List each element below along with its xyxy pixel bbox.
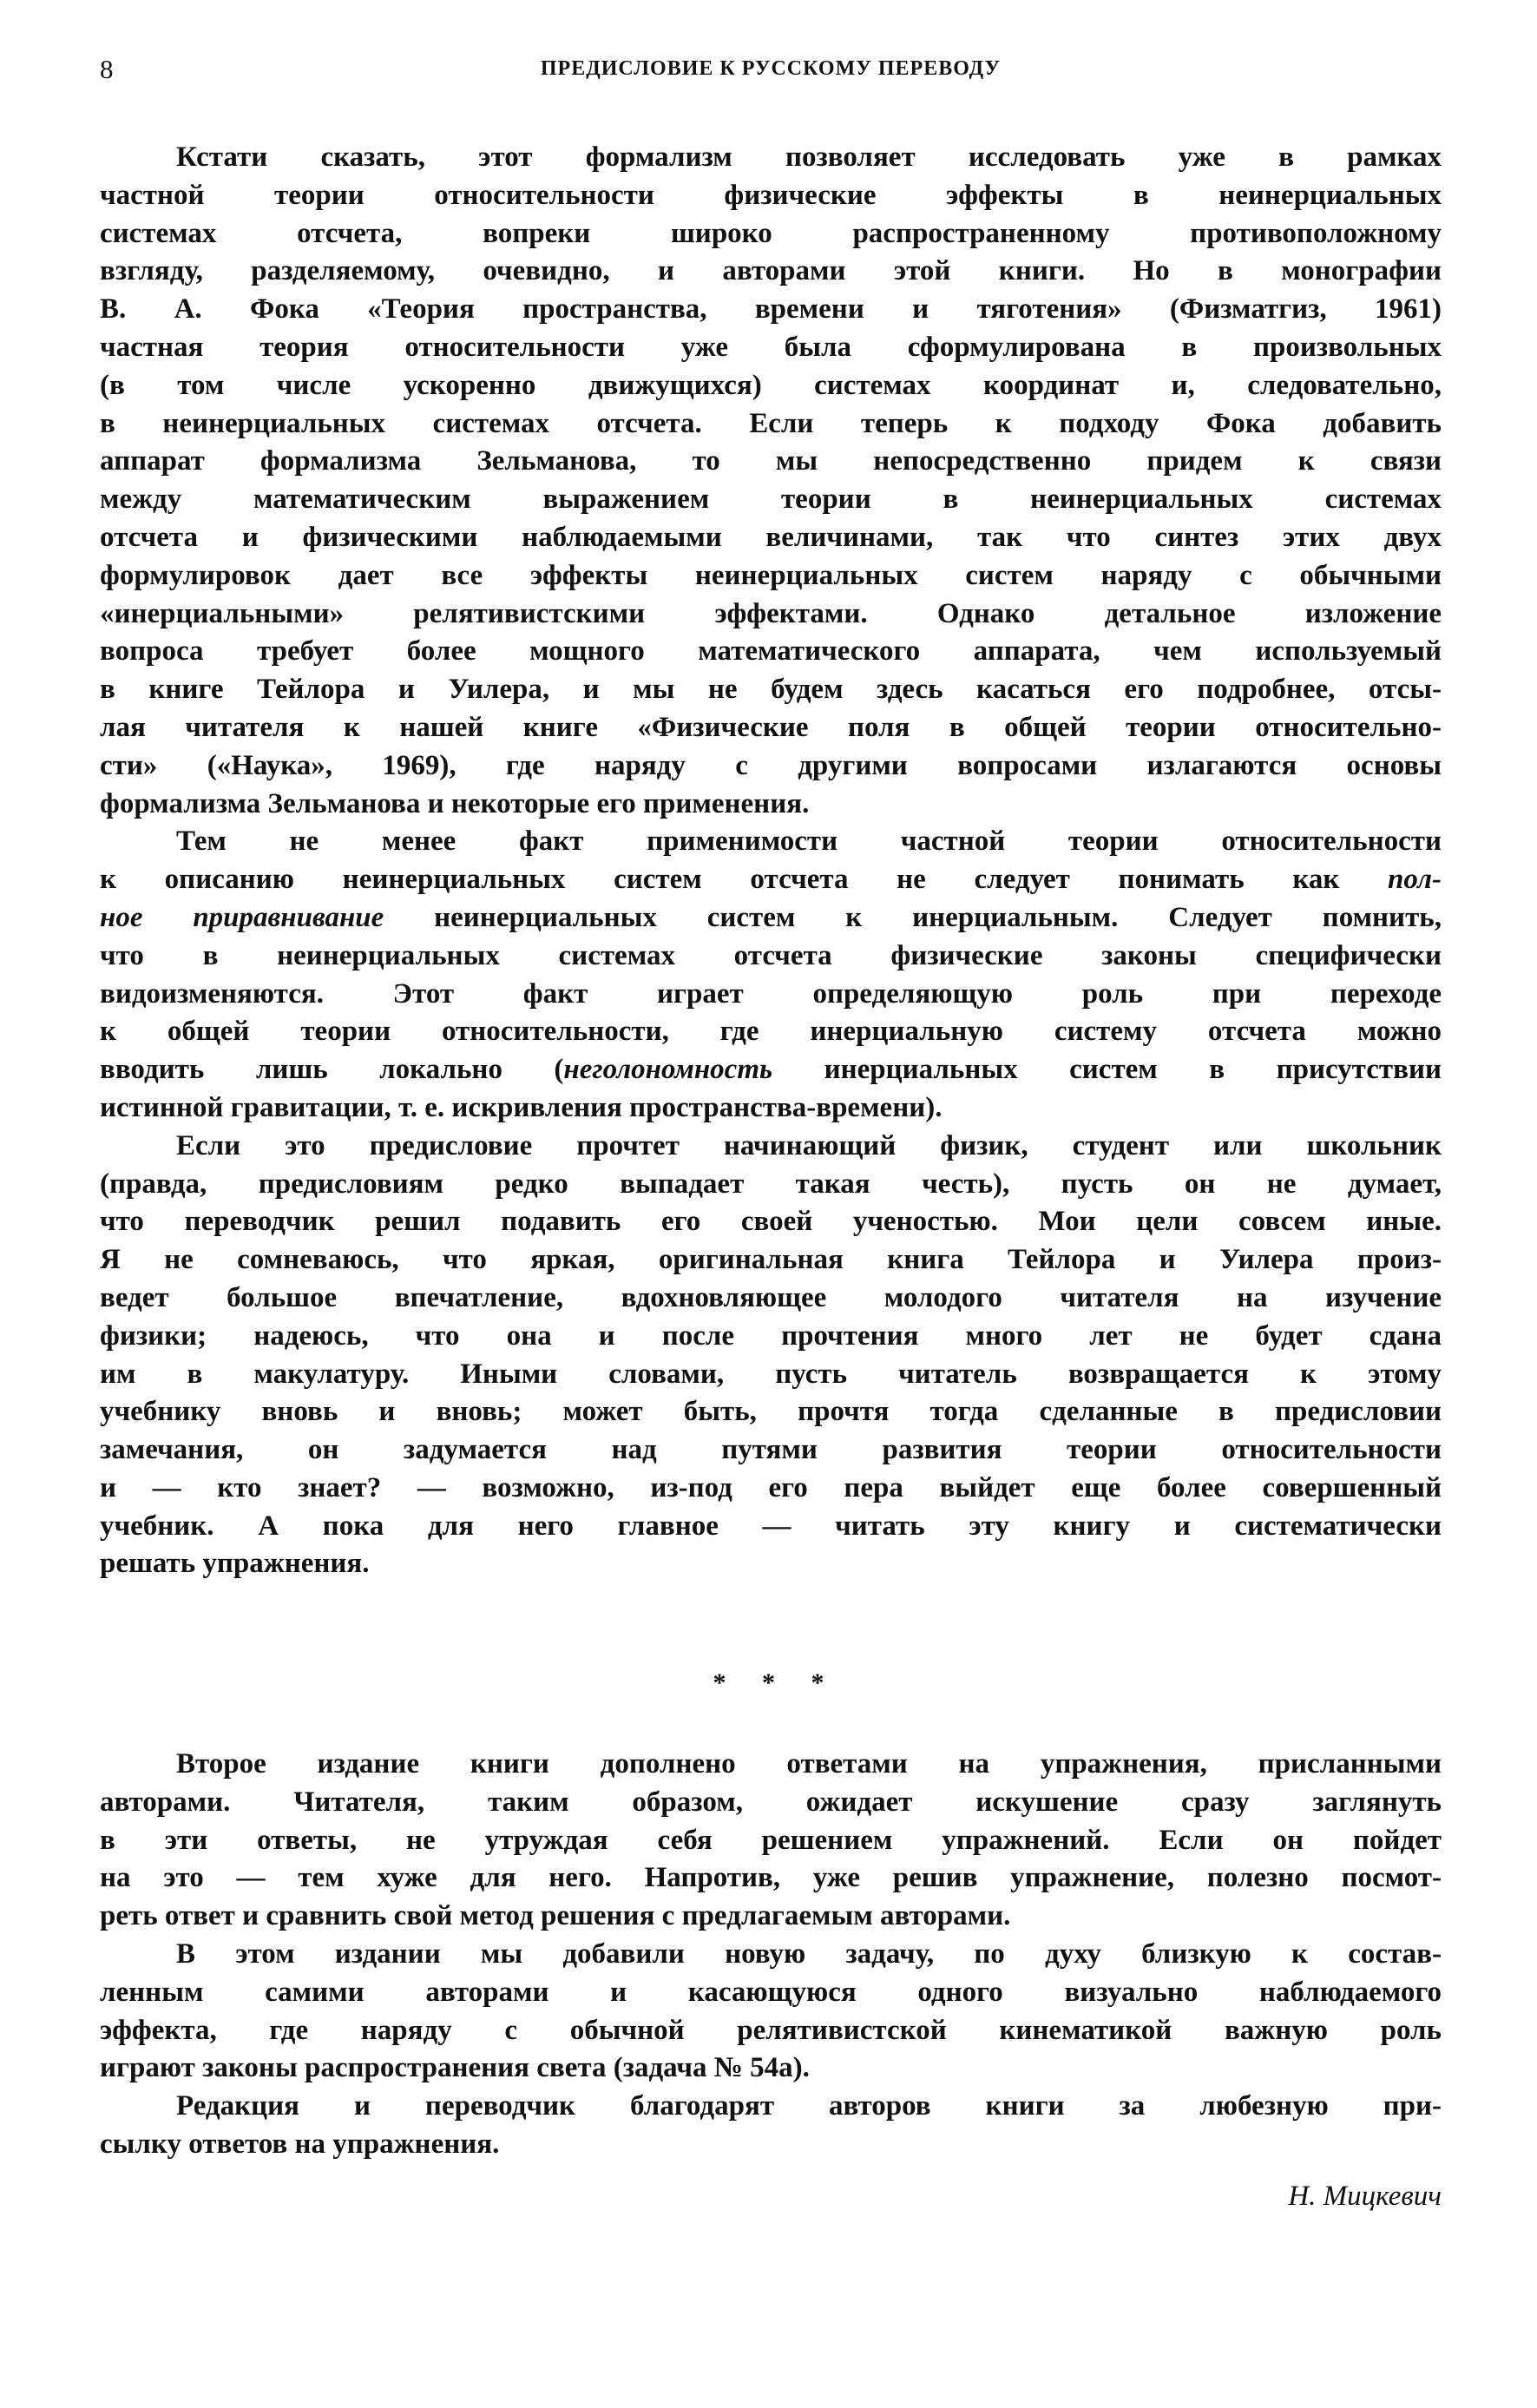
text-line: решать упражнения. — [100, 1548, 370, 1580]
text-segment: неинерциальных систем к инерциальным. Следует помнить, — [384, 901, 1442, 933]
text-line: учебник. А пока для него главное — читать эту книгу и систематически — [100, 1510, 1442, 1542]
text-line: взгляду, разделяемому, очевидно, и авторами этой книги. Но в монографии — [100, 255, 1442, 287]
text-line: системах отсчета, вопреки широко распространенному противоположному — [100, 217, 1442, 249]
text-line: сти» («Наука», 1969), где наряду с другими вопросами излагаются основы — [100, 749, 1442, 781]
paragraph — [100, 1746, 1442, 1936]
text-line: частной теории относительности физические эффекты в неинерциальных — [100, 179, 1442, 211]
text-line: формализма Зельманова и некоторые его применения. — [100, 787, 810, 819]
text-line: эффекта, где наряду с обычной релятивистской кинематикой важную роль — [100, 2014, 1442, 2046]
text-line: Кстати сказать, этот формализм позволяет исследовать уже в рамках — [176, 141, 1442, 173]
text-line: на это — тем хуже для него. Напротив, уже решив упражнение, полезно посмот- — [100, 1862, 1442, 1894]
text-line: В. А. Фока «Теория пространства, времени и тяготения» (Физматгиз, 1961) — [100, 293, 1442, 326]
section-main-text — [100, 139, 1442, 1583]
text-line — [100, 861, 1442, 899]
text-line: в эти ответы, не утруждая себя решением упражнений. Если он пойдет — [100, 1824, 1442, 1856]
paragraph — [100, 139, 1442, 823]
text-line: что в неинерциальных системах отсчета физические законы специфически — [100, 939, 1442, 971]
text-line: ленным самими авторами и касающуюся одного визуально наблюдаемого — [100, 1976, 1442, 2008]
text-line: между математическим выражением теории в неинерциальных системах — [100, 484, 1442, 516]
text-line: Если это предисловие прочтет начинающий физик, студент или школьник — [176, 1129, 1442, 1161]
section-second-edition-note — [100, 1746, 1442, 2164]
text-line — [100, 1051, 1442, 1089]
paragraph — [100, 823, 1442, 1127]
text-line: отсчета и физическими наблюдаемыми величинами, так что синтез этих двух — [100, 521, 1442, 553]
running-title: ПРЕДИСЛОВИЕ К РУССКОМУ ПЕРЕВОДУ — [540, 57, 1002, 80]
text-line: реть ответ и сравнить свой метод решения с предлагаемым авторами. — [100, 1900, 1011, 1932]
paragraph — [100, 1936, 1442, 2088]
text-line: учебнику вновь и вновь; может быть, прочтя тогда сделанные в предисловии — [100, 1396, 1442, 1428]
text-segment: вводить лишь локально ( — [100, 1054, 564, 1086]
text-line: Тем не менее факт применимости частной теории относительности — [176, 826, 1442, 858]
text-line: сылку ответов на упражнения. — [100, 2128, 500, 2160]
text-line: играют законы распространения света (задача № 54а). — [100, 2052, 810, 2084]
text-line: физики; надеюсь, что она и после прочтения много лет не будет сдана — [100, 1319, 1442, 1352]
text-segment: к описанию неинерциальных систем отсчета не следует понимать как — [100, 864, 1389, 896]
text-line: Второе издание книги дополнено ответами на упражнения, присланными — [176, 1748, 1442, 1780]
text-line: частная теория относительности уже была сформулирована в произвольных — [100, 331, 1442, 363]
text-line: замечания, он задумается над путями развития теории относительности — [100, 1434, 1442, 1466]
text-line: в книге Тейлора и Уилера, и мы не будем здесь касаться его подробнее, отсы- — [100, 674, 1442, 706]
text-line: им в макулатуру. Иными словами, пусть читатель возвращается к этому — [100, 1358, 1442, 1390]
text-line: формулировок дает все эффекты неинерциальных систем наряду с обычными — [100, 559, 1442, 591]
text-line: ведет большое впечатление, вдохновляющее молодого читателя на изучение — [100, 1281, 1442, 1313]
text-line: Я не сомневаюсь, что яркая, оригинальная книга Тейлора и Уилера произ- — [100, 1244, 1442, 1276]
text-segment: инерциальных систем в присутствии — [772, 1054, 1442, 1086]
text-line: аппарат формализма Зельманова, то мы непосредственно придем к связи — [100, 445, 1442, 477]
paragraph — [100, 1128, 1442, 1584]
author-signature: Н. Мицкевич — [1288, 2181, 1442, 2212]
text-line: (в том числе ускоренно движущихся) системах координат и, следовательно, — [100, 369, 1442, 401]
text-line: Редакция и переводчик благодарят авторов книги за любезную при- — [176, 2090, 1442, 2122]
text-line: «инерциальными» релятивистскими эффектами. Однако детальное изложение — [100, 597, 1442, 629]
italic-emphasis: пол- — [1388, 864, 1442, 896]
text-line: в неинерциальных системах отсчета. Если теперь к подходу Фока добавить — [100, 407, 1442, 439]
italic-emphasis: неголономность — [563, 1054, 773, 1086]
text-line — [100, 899, 1442, 938]
text-line: и — кто знает? — возможно, из-под его пера выйдет еще более совершенный — [100, 1471, 1442, 1503]
text-line: истинной гравитации, т. е. искривления пространства-времени). — [100, 1091, 943, 1123]
italic-emphasis: ное приравнивание — [100, 901, 384, 933]
page-header — [100, 54, 1442, 92]
section-separator: * * * — [713, 1668, 824, 1697]
text-line: авторами. Читателя, таким образом, ожидает искушение сразу заглянуть — [100, 1786, 1442, 1818]
text-line: (правда, предисловиям редко выпадает такая честь), пусть он не думает, — [100, 1168, 1442, 1200]
text-line: лая читателя к нашей книге «Физические поля в общей теории относительно- — [100, 711, 1442, 743]
text-line: видоизменяются. Этот факт играет определяющую роль при переходе — [100, 977, 1442, 1010]
text-line: В этом издании мы добавили новую задачу, по духу близкую к состав- — [176, 1938, 1442, 1970]
page-number: 8 — [100, 54, 114, 84]
text-line: к общей теории относительности, где инерциальную систему отсчета можно — [100, 1016, 1442, 1048]
text-line: вопроса требует более мощного математического аппарата, чем используемый — [100, 635, 1442, 668]
text-line: что переводчик решил подавить его своей ученостью. Мои цели совсем иные. — [100, 1206, 1442, 1238]
paragraph — [100, 2088, 1442, 2164]
